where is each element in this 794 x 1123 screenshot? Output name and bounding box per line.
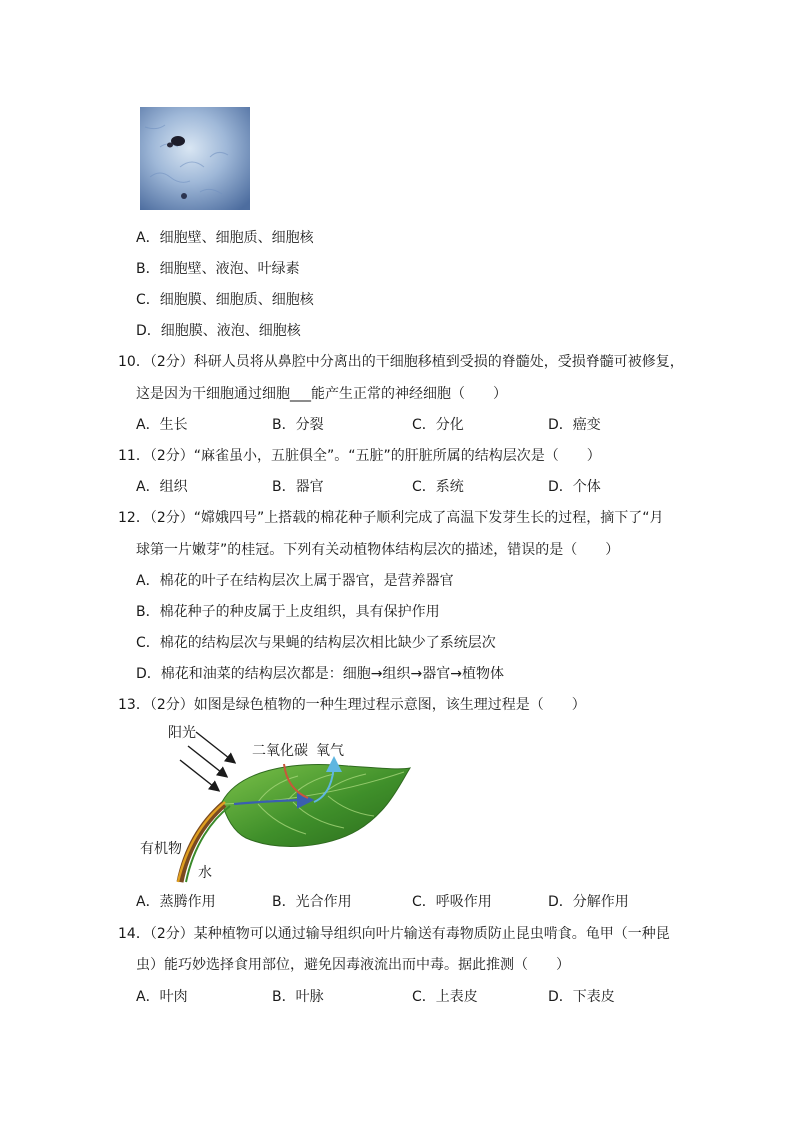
leaf-process-diagram (138, 722, 438, 888)
q10-option-d[interactable]: D．癌变 (548, 417, 601, 433)
q9-option-a[interactable]: A．细胞壁、细胞质、细胞核 (136, 230, 314, 246)
q12-option-a[interactable]: A．棉花的叶子在结构层次上属于器官，是营养器官 (136, 573, 454, 589)
microscope-cell-photo (140, 107, 250, 210)
label-oxygen: 氧气 (316, 743, 344, 759)
q9-option-c[interactable]: C．细胞膜、细胞质、细胞核 (136, 292, 314, 308)
q13-option-d[interactable]: D．分解作用 (548, 894, 629, 910)
label-organic-matter: 有机物 (140, 841, 182, 857)
q12-stem-line2: 球第一片嫩芽”的桂冠。下列有关动植物体结构层次的描述，错误的是（ ） (136, 542, 620, 558)
q11-option-c[interactable]: C．系统 (412, 479, 464, 495)
label-co2: 二氧化碳 (252, 743, 308, 759)
photosynthesis-diagram (138, 722, 438, 888)
q13-option-a[interactable]: A．蒸腾作用 (136, 894, 216, 910)
q10-option-c[interactable]: C．分化 (412, 417, 464, 433)
label-water: 水 (198, 865, 212, 881)
q14-stem-line1: 14．（2分）某种植物可以通过输导组织向叶片输送有毒物质防止昆虫啃食。龟甲（一种昆 (118, 926, 670, 942)
microscope-image (140, 107, 250, 210)
q9-option-d[interactable]: D．细胞膜、液泡、细胞核 (136, 323, 301, 339)
q11-option-d[interactable]: D．个体 (548, 479, 601, 495)
q10-option-b[interactable]: B．分裂 (272, 417, 324, 433)
q14-stem-line2: 虫）能巧妙选择食用部位，避免因毒液流出而中毒。据此推测（ ） (136, 957, 570, 973)
q14-option-d[interactable]: D．下表皮 (548, 989, 615, 1005)
leaf-shape (222, 765, 410, 847)
q11-stem: 11．（2分）“麻雀虽小，五脏俱全”。“五脏”的肝脏所属的结构层次是（ ） (118, 448, 601, 464)
q11-option-a[interactable]: A．组织 (136, 479, 188, 495)
q12-option-c[interactable]: C．棉花的结构层次与果蝇的结构层次相比缺少了系统层次 (136, 635, 496, 651)
q9-option-b[interactable]: B．细胞壁、液泡、叶绿素 (136, 261, 300, 277)
q10-stem-line1: 10．（2分）科研人员将从鼻腔中分离出的干细胞移植到受损的脊髓处，受损脊髓可被修复， (118, 354, 684, 370)
q12-option-d[interactable]: D．棉花和油菜的结构层次都是：细胞→组织→器官→植物体 (136, 666, 504, 682)
q14-option-c[interactable]: C．上表皮 (412, 989, 478, 1005)
q12-stem-line1: 12．（2分）“嫦娥四号”上搭载的棉花种子顺利完成了高温下发芽生长的过程，摘下了“月 (118, 510, 664, 526)
q13-option-b[interactable]: B．光合作用 (272, 894, 352, 910)
q10-stem-line2: 这是因为干细胞通过细胞___能产生正常的神经细胞（ ） (136, 386, 507, 402)
q13-option-c[interactable]: C．呼吸作用 (412, 894, 492, 910)
q11-option-b[interactable]: B．器官 (272, 479, 324, 495)
q14-option-a[interactable]: A．叶肉 (136, 989, 188, 1005)
q10-option-a[interactable]: A．生长 (136, 417, 188, 433)
q13-stem: 13．（2分）如图是绿色植物的一种生理过程示意图，该生理过程是（ ） (118, 697, 586, 713)
q12-option-b[interactable]: B．棉花种子的种皮属于上皮组织，具有保护作用 (136, 604, 440, 620)
q14-option-b[interactable]: B．叶脉 (272, 989, 324, 1005)
label-sunlight: 阳光 (168, 725, 196, 741)
